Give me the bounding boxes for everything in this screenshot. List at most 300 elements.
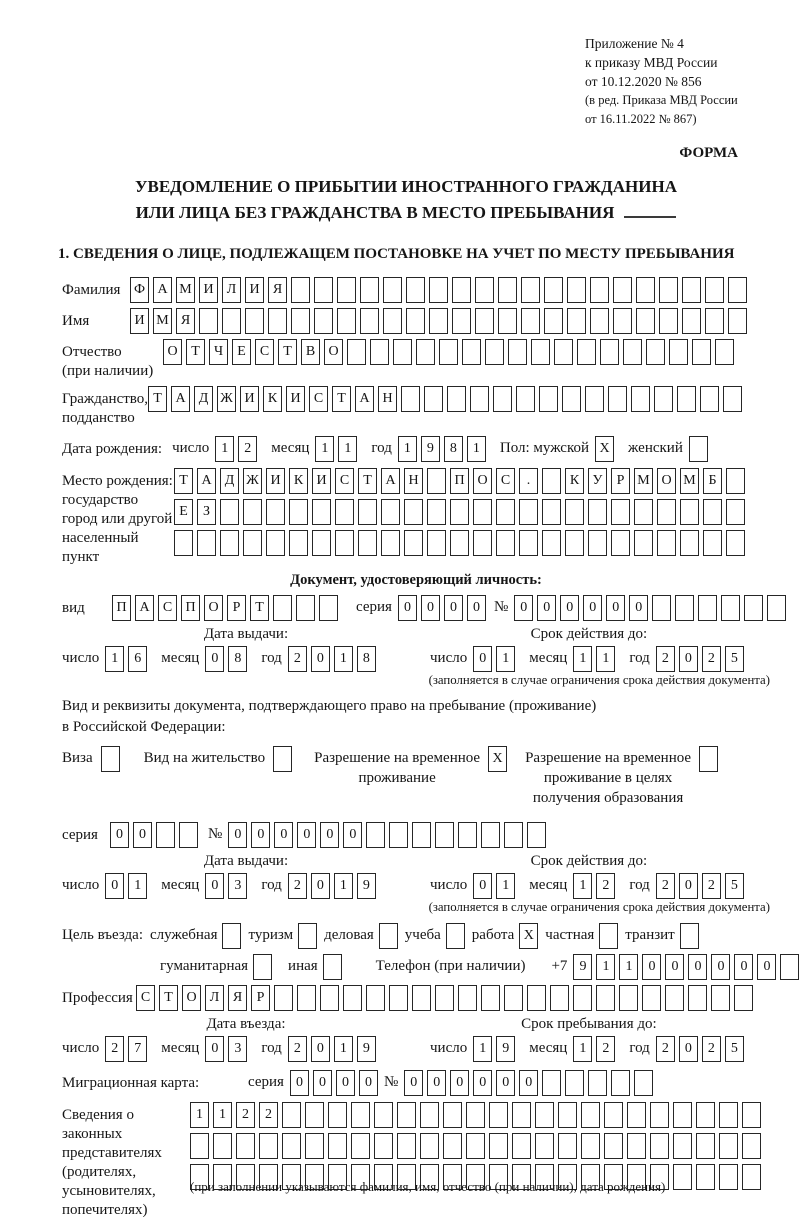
char-cell[interactable] (719, 1102, 738, 1128)
char-cell[interactable] (504, 985, 523, 1011)
char-cell[interactable] (347, 339, 366, 365)
char-cell[interactable]: 0 (473, 646, 492, 672)
char-cell[interactable] (682, 308, 701, 334)
char-cell[interactable] (562, 386, 581, 412)
char-cell[interactable]: 1 (105, 646, 124, 672)
char-cell[interactable] (581, 1133, 600, 1159)
char-cell[interactable] (358, 530, 377, 556)
char-cell[interactable]: У (588, 468, 607, 494)
char-cell[interactable]: 0 (496, 1070, 515, 1096)
char-cell[interactable]: А (135, 595, 154, 621)
char-cell[interactable] (443, 1133, 462, 1159)
char-cell[interactable]: 0 (450, 1070, 469, 1096)
char-cell[interactable] (531, 339, 550, 365)
char-cell[interactable]: 8 (357, 646, 376, 672)
char-cell[interactable]: 2 (702, 646, 721, 672)
char-cell[interactable] (383, 277, 402, 303)
char-cell[interactable]: 0 (427, 1070, 446, 1096)
char-cell[interactable] (481, 985, 500, 1011)
char-cell[interactable] (199, 308, 218, 334)
char-cell[interactable] (535, 1102, 554, 1128)
char-cell[interactable] (282, 1133, 301, 1159)
char-cell[interactable]: 0 (320, 822, 339, 848)
char-cell[interactable] (424, 386, 443, 412)
char-cell[interactable] (328, 1102, 347, 1128)
char-cell[interactable]: В (301, 339, 320, 365)
char-cell[interactable]: 1 (334, 1036, 353, 1062)
char-cell[interactable] (657, 499, 676, 525)
char-cell[interactable] (366, 985, 385, 1011)
char-cell[interactable] (780, 954, 799, 980)
char-cell[interactable] (197, 530, 216, 556)
char-cell[interactable]: А (171, 386, 190, 412)
char-cell[interactable]: С (496, 468, 515, 494)
char-cell[interactable] (742, 1133, 761, 1159)
char-cell[interactable] (573, 985, 592, 1011)
char-cell[interactable] (742, 1164, 761, 1190)
char-cell[interactable] (289, 499, 308, 525)
char-cell[interactable] (443, 1102, 462, 1128)
char-cell[interactable] (527, 985, 546, 1011)
char-cell[interactable] (179, 822, 198, 848)
char-cell[interactable]: И (266, 468, 285, 494)
char-cell[interactable]: К (565, 468, 584, 494)
char-cell[interactable] (588, 530, 607, 556)
char-cell[interactable] (631, 386, 650, 412)
char-cell[interactable] (703, 530, 722, 556)
char-cell[interactable]: 8 (444, 436, 463, 462)
char-cell[interactable] (266, 499, 285, 525)
char-cell[interactable]: Т (159, 985, 178, 1011)
char-cell[interactable]: 2 (288, 873, 307, 899)
char-cell[interactable] (715, 339, 734, 365)
char-cell[interactable]: П (181, 595, 200, 621)
char-cell[interactable]: Т (148, 386, 167, 412)
char-cell[interactable]: 0 (290, 1070, 309, 1096)
char-cell[interactable] (634, 499, 653, 525)
char-cell[interactable]: 5 (725, 646, 744, 672)
char-cell[interactable] (675, 595, 694, 621)
char-cell[interactable]: П (450, 468, 469, 494)
business-checkbox[interactable] (222, 923, 241, 949)
char-cell[interactable] (567, 308, 586, 334)
char-cell[interactable]: Б (703, 468, 722, 494)
char-cell[interactable] (404, 499, 423, 525)
char-cell[interactable] (535, 1133, 554, 1159)
char-cell[interactable]: М (176, 277, 195, 303)
char-cell[interactable]: 0 (665, 954, 684, 980)
char-cell[interactable] (389, 985, 408, 1011)
char-cell[interactable] (521, 308, 540, 334)
char-cell[interactable] (585, 386, 604, 412)
char-cell[interactable] (742, 1102, 761, 1128)
char-cell[interactable]: 0 (343, 822, 362, 848)
char-cell[interactable] (726, 499, 745, 525)
char-cell[interactable]: С (335, 468, 354, 494)
char-cell[interactable] (542, 1070, 561, 1096)
char-cell[interactable]: 0 (757, 954, 776, 980)
char-cell[interactable] (243, 499, 262, 525)
char-cell[interactable] (462, 339, 481, 365)
char-cell[interactable]: А (153, 277, 172, 303)
char-cell[interactable] (512, 1133, 531, 1159)
char-cell[interactable] (728, 277, 747, 303)
char-cell[interactable] (439, 339, 458, 365)
char-cell[interactable] (351, 1133, 370, 1159)
char-cell[interactable]: 1 (190, 1102, 209, 1128)
char-cell[interactable]: Е (174, 499, 193, 525)
char-cell[interactable] (527, 822, 546, 848)
study-checkbox[interactable] (446, 923, 465, 949)
char-cell[interactable]: 0 (519, 1070, 538, 1096)
char-cell[interactable] (481, 822, 500, 848)
char-cell[interactable] (319, 595, 338, 621)
char-cell[interactable]: 0 (274, 822, 293, 848)
char-cell[interactable]: 0 (679, 873, 698, 899)
char-cell[interactable] (554, 339, 573, 365)
char-cell[interactable]: 0 (311, 873, 330, 899)
char-cell[interactable] (366, 822, 385, 848)
char-cell[interactable] (657, 530, 676, 556)
char-cell[interactable] (726, 530, 745, 556)
char-cell[interactable] (397, 1102, 416, 1128)
char-cell[interactable] (544, 308, 563, 334)
commercial-checkbox[interactable] (379, 923, 398, 949)
char-cell[interactable]: М (680, 468, 699, 494)
char-cell[interactable] (174, 530, 193, 556)
char-cell[interactable]: Я (176, 308, 195, 334)
char-cell[interactable]: 0 (560, 595, 579, 621)
char-cell[interactable]: 0 (473, 873, 492, 899)
char-cell[interactable] (721, 595, 740, 621)
char-cell[interactable] (314, 308, 333, 334)
char-cell[interactable]: 0 (583, 595, 602, 621)
temp-residence-checkbox[interactable]: X (488, 746, 507, 772)
char-cell[interactable] (489, 1102, 508, 1128)
char-cell[interactable] (401, 386, 420, 412)
char-cell[interactable] (312, 499, 331, 525)
char-cell[interactable] (642, 985, 661, 1011)
char-cell[interactable] (688, 985, 707, 1011)
char-cell[interactable]: 1 (128, 873, 147, 899)
char-cell[interactable] (406, 308, 425, 334)
char-cell[interactable]: 8 (228, 646, 247, 672)
char-cell[interactable] (291, 308, 310, 334)
char-cell[interactable] (673, 1164, 692, 1190)
char-cell[interactable] (677, 386, 696, 412)
char-cell[interactable]: 0 (398, 595, 417, 621)
char-cell[interactable]: О (324, 339, 343, 365)
work-checkbox[interactable]: X (519, 923, 538, 949)
char-cell[interactable]: 2 (656, 1036, 675, 1062)
char-cell[interactable]: И (130, 308, 149, 334)
temp-residence-education-checkbox[interactable] (699, 746, 718, 772)
char-cell[interactable]: 1 (338, 436, 357, 462)
char-cell[interactable] (458, 822, 477, 848)
char-cell[interactable]: Т (174, 468, 193, 494)
char-cell[interactable]: 0 (679, 1036, 698, 1062)
char-cell[interactable]: 0 (110, 822, 129, 848)
char-cell[interactable]: 2 (238, 436, 257, 462)
char-cell[interactable] (213, 1133, 232, 1159)
char-cell[interactable] (266, 530, 285, 556)
char-cell[interactable] (588, 1070, 607, 1096)
char-cell[interactable] (600, 339, 619, 365)
char-cell[interactable] (611, 1070, 630, 1096)
char-cell[interactable]: 2 (702, 1036, 721, 1062)
char-cell[interactable]: Ж (217, 386, 236, 412)
char-cell[interactable] (680, 499, 699, 525)
char-cell[interactable]: П (112, 595, 131, 621)
char-cell[interactable] (259, 1133, 278, 1159)
char-cell[interactable] (493, 386, 512, 412)
char-cell[interactable]: 2 (596, 1036, 615, 1062)
char-cell[interactable]: 0 (297, 822, 316, 848)
sex-female-checkbox[interactable] (689, 436, 708, 462)
char-cell[interactable] (389, 822, 408, 848)
char-cell[interactable] (728, 308, 747, 334)
char-cell[interactable]: 1 (496, 646, 515, 672)
char-cell[interactable] (404, 530, 423, 556)
char-cell[interactable]: М (153, 308, 172, 334)
char-cell[interactable]: Д (194, 386, 213, 412)
char-cell[interactable]: 1 (473, 1036, 492, 1062)
char-cell[interactable] (383, 308, 402, 334)
transit-checkbox[interactable] (680, 923, 699, 949)
char-cell[interactable] (726, 468, 745, 494)
char-cell[interactable] (516, 386, 535, 412)
char-cell[interactable]: 0 (606, 595, 625, 621)
char-cell[interactable] (652, 595, 671, 621)
char-cell[interactable]: Т (250, 595, 269, 621)
char-cell[interactable]: Я (268, 277, 287, 303)
char-cell[interactable] (542, 530, 561, 556)
char-cell[interactable]: С (309, 386, 328, 412)
char-cell[interactable]: 5 (725, 1036, 744, 1062)
char-cell[interactable] (550, 985, 569, 1011)
char-cell[interactable] (412, 985, 431, 1011)
char-cell[interactable]: 0 (679, 646, 698, 672)
char-cell[interactable] (498, 277, 517, 303)
char-cell[interactable]: 2 (656, 646, 675, 672)
char-cell[interactable] (458, 985, 477, 1011)
char-cell[interactable]: Т (358, 468, 377, 494)
char-cell[interactable] (519, 499, 538, 525)
char-cell[interactable] (719, 1133, 738, 1159)
char-cell[interactable]: 2 (702, 873, 721, 899)
char-cell[interactable]: 1 (496, 873, 515, 899)
other-checkbox[interactable] (323, 954, 342, 980)
char-cell[interactable]: 0 (537, 595, 556, 621)
char-cell[interactable]: С (255, 339, 274, 365)
char-cell[interactable]: 2 (656, 873, 675, 899)
char-cell[interactable]: 3 (228, 873, 247, 899)
char-cell[interactable]: Ф (130, 277, 149, 303)
sex-male-checkbox[interactable]: X (595, 436, 614, 462)
char-cell[interactable] (337, 308, 356, 334)
char-cell[interactable]: И (312, 468, 331, 494)
char-cell[interactable] (370, 339, 389, 365)
char-cell[interactable] (627, 1102, 646, 1128)
char-cell[interactable] (475, 308, 494, 334)
char-cell[interactable] (190, 1133, 209, 1159)
char-cell[interactable] (420, 1102, 439, 1128)
char-cell[interactable] (328, 1133, 347, 1159)
char-cell[interactable]: 1 (315, 436, 334, 462)
char-cell[interactable]: А (381, 468, 400, 494)
char-cell[interactable] (611, 530, 630, 556)
char-cell[interactable] (452, 277, 471, 303)
char-cell[interactable]: 9 (421, 436, 440, 462)
char-cell[interactable] (659, 308, 678, 334)
char-cell[interactable] (711, 985, 730, 1011)
char-cell[interactable]: 2 (236, 1102, 255, 1128)
char-cell[interactable] (420, 1133, 439, 1159)
char-cell[interactable]: 1 (573, 646, 592, 672)
char-cell[interactable] (604, 1102, 623, 1128)
char-cell[interactable]: К (289, 468, 308, 494)
char-cell[interactable] (312, 530, 331, 556)
char-cell[interactable]: И (199, 277, 218, 303)
char-cell[interactable] (291, 277, 310, 303)
char-cell[interactable]: А (355, 386, 374, 412)
char-cell[interactable]: Р (611, 468, 630, 494)
char-cell[interactable] (335, 530, 354, 556)
char-cell[interactable] (659, 277, 678, 303)
char-cell[interactable]: Е (232, 339, 251, 365)
char-cell[interactable]: 7 (128, 1036, 147, 1062)
char-cell[interactable]: 2 (288, 646, 307, 672)
char-cell[interactable]: О (204, 595, 223, 621)
char-cell[interactable]: 0 (629, 595, 648, 621)
char-cell[interactable]: 0 (734, 954, 753, 980)
char-cell[interactable]: 3 (228, 1036, 247, 1062)
char-cell[interactable]: 0 (205, 646, 224, 672)
char-cell[interactable] (611, 499, 630, 525)
char-cell[interactable]: Р (227, 595, 246, 621)
char-cell[interactable] (719, 1164, 738, 1190)
char-cell[interactable] (305, 1102, 324, 1128)
char-cell[interactable] (489, 1133, 508, 1159)
char-cell[interactable]: 0 (311, 646, 330, 672)
char-cell[interactable] (558, 1102, 577, 1128)
char-cell[interactable]: 0 (642, 954, 661, 980)
char-cell[interactable] (360, 277, 379, 303)
char-cell[interactable] (669, 339, 688, 365)
char-cell[interactable]: 0 (251, 822, 270, 848)
char-cell[interactable] (619, 985, 638, 1011)
char-cell[interactable]: И (240, 386, 259, 412)
char-cell[interactable]: 1 (398, 436, 417, 462)
char-cell[interactable] (590, 277, 609, 303)
char-cell[interactable]: Д (220, 468, 239, 494)
char-cell[interactable] (627, 1133, 646, 1159)
char-cell[interactable] (696, 1164, 715, 1190)
char-cell[interactable] (696, 1133, 715, 1159)
char-cell[interactable] (473, 499, 492, 525)
char-cell[interactable]: К (263, 386, 282, 412)
char-cell[interactable] (767, 595, 786, 621)
char-cell[interactable] (577, 339, 596, 365)
char-cell[interactable] (700, 386, 719, 412)
char-cell[interactable]: О (657, 468, 676, 494)
char-cell[interactable]: 1 (619, 954, 638, 980)
char-cell[interactable]: 0 (311, 1036, 330, 1062)
char-cell[interactable] (696, 1102, 715, 1128)
char-cell[interactable] (393, 339, 412, 365)
char-cell[interactable] (634, 530, 653, 556)
char-cell[interactable]: А (197, 468, 216, 494)
char-cell[interactable]: Н (378, 386, 397, 412)
char-cell[interactable]: 0 (473, 1070, 492, 1096)
char-cell[interactable] (734, 985, 753, 1011)
char-cell[interactable]: 0 (205, 1036, 224, 1062)
char-cell[interactable]: 0 (105, 873, 124, 899)
char-cell[interactable] (156, 822, 175, 848)
char-cell[interactable] (512, 1102, 531, 1128)
char-cell[interactable] (337, 277, 356, 303)
char-cell[interactable] (680, 530, 699, 556)
char-cell[interactable]: 6 (128, 646, 147, 672)
char-cell[interactable]: 2 (288, 1036, 307, 1062)
char-cell[interactable] (243, 530, 262, 556)
char-cell[interactable]: 0 (313, 1070, 332, 1096)
char-cell[interactable] (466, 1133, 485, 1159)
humanitarian-checkbox[interactable] (253, 954, 272, 980)
char-cell[interactable]: 0 (133, 822, 152, 848)
char-cell[interactable] (320, 985, 339, 1011)
char-cell[interactable]: Т (332, 386, 351, 412)
char-cell[interactable]: 1 (213, 1102, 232, 1128)
char-cell[interactable] (650, 1133, 669, 1159)
char-cell[interactable]: 1 (573, 1036, 592, 1062)
char-cell[interactable] (358, 499, 377, 525)
char-cell[interactable]: И (245, 277, 264, 303)
char-cell[interactable]: 0 (444, 595, 463, 621)
char-cell[interactable] (703, 499, 722, 525)
char-cell[interactable]: 9 (496, 1036, 515, 1062)
char-cell[interactable]: Т (186, 339, 205, 365)
char-cell[interactable] (521, 277, 540, 303)
char-cell[interactable] (406, 277, 425, 303)
char-cell[interactable] (273, 595, 292, 621)
char-cell[interactable] (565, 499, 584, 525)
char-cell[interactable]: И (286, 386, 305, 412)
char-cell[interactable]: . (519, 468, 538, 494)
char-cell[interactable] (682, 277, 701, 303)
char-cell[interactable] (673, 1133, 692, 1159)
char-cell[interactable]: 1 (596, 954, 615, 980)
char-cell[interactable] (705, 308, 724, 334)
char-cell[interactable] (581, 1102, 600, 1128)
char-cell[interactable] (542, 468, 561, 494)
char-cell[interactable] (623, 339, 642, 365)
char-cell[interactable]: 1 (573, 873, 592, 899)
char-cell[interactable]: 1 (334, 646, 353, 672)
char-cell[interactable] (450, 499, 469, 525)
char-cell[interactable] (374, 1133, 393, 1159)
char-cell[interactable] (429, 277, 448, 303)
char-cell[interactable]: Л (222, 277, 241, 303)
char-cell[interactable] (650, 1102, 669, 1128)
char-cell[interactable]: 0 (421, 595, 440, 621)
char-cell[interactable]: 0 (711, 954, 730, 980)
char-cell[interactable] (596, 985, 615, 1011)
char-cell[interactable] (636, 308, 655, 334)
char-cell[interactable] (450, 530, 469, 556)
char-cell[interactable] (565, 530, 584, 556)
char-cell[interactable] (485, 339, 504, 365)
